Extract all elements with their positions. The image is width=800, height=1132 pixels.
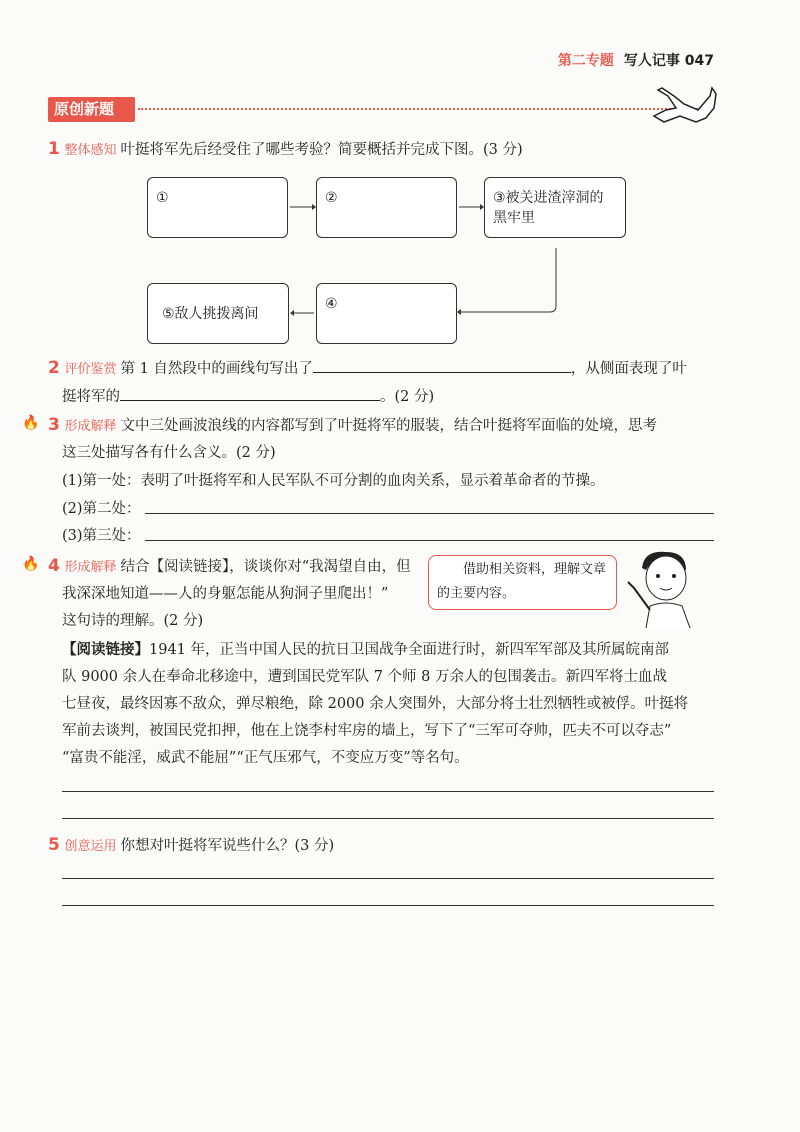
q-tag: 整体感知 [64, 143, 117, 158]
answer-line[interactable] [62, 791, 714, 792]
section-title: 第二专题 [557, 53, 614, 69]
answer-blank[interactable] [313, 359, 571, 373]
q-text: 这句诗的理解。(2 分) [62, 613, 204, 629]
answer-3-label: (3)第三处： [62, 528, 141, 544]
reading-link-text: “富贵不能淫，威武不能屈”“正气压邪气，不变应万变”等名句。 [62, 750, 469, 766]
q-number: 3 [48, 415, 60, 435]
boy-illustration-icon [620, 548, 716, 628]
answer-blank[interactable] [120, 387, 380, 401]
q-text: 你想对叶挺将军说些什么？(3 分) [120, 838, 335, 854]
q-number: 5 [48, 835, 60, 855]
tip-bubble [428, 555, 617, 610]
tip-text: 借助相关资料，理解文章的主要内容。 [437, 562, 607, 601]
flame-icon: 🔥 [22, 415, 40, 431]
q-tag: 创意运用 [64, 839, 117, 854]
reading-link-text: 1941 年，正当中国人民的抗日卫国战争全面进行时，新四军军部及其所属皖南部 [149, 642, 670, 658]
flow-box-5: ⑤敌人挑拨离间 [147, 283, 289, 344]
q-text: 第 1 自然段中的画线句写出了 [120, 361, 313, 377]
answer-1: (1)第一处：表明了叶挺将军和人民军队不可分割的血肉关系，显示着革命者的节操。 [62, 473, 605, 489]
answer-line[interactable] [62, 878, 714, 879]
reading-link-text: 军前去谈判，被国民党扣押，他在上饶李村牢房的墙上，写下了“三军可夺帅，匹夫不可以夺志” [62, 723, 672, 739]
flow-box-3: ③被关进渣滓洞的黑牢里 [484, 177, 626, 238]
answer-line[interactable] [145, 540, 714, 541]
question-2-cont [62, 385, 434, 406]
q-text: 文中三处画波浪线的内容都写到了叶挺将军的服装，结合叶挺将军面临的处境，思考 [120, 418, 657, 434]
q-text: 叶挺将军先后经受住了哪些考验？简要概括并完成下图。(3 分) [120, 142, 523, 158]
q-text: 结合【阅读链接】，谈谈你对“我渴望自由，但 [120, 559, 411, 575]
topic-title: 写人记事 [623, 53, 680, 69]
answer-line[interactable] [145, 513, 714, 514]
q-tag: 形成解释 [64, 419, 117, 434]
q-tag: 评价鉴赏 [64, 362, 117, 377]
q-tag: 形成解释 [64, 560, 117, 575]
flow-box-4[interactable]: ④ [316, 283, 457, 344]
q-text: 。(2 分) [380, 389, 435, 405]
question-3 [48, 414, 657, 435]
question-2 [48, 357, 687, 378]
q-text: ，从侧面表现了叶 [570, 361, 687, 377]
answer-line[interactable] [62, 818, 714, 819]
q-text: 我深深地知道——人的身躯怎能从狗洞子里爬出！” [62, 586, 389, 602]
answer-2-label: (2)第二处： [62, 501, 141, 517]
reading-link-label: 【阅读链接】 [62, 641, 149, 658]
answer-line[interactable] [62, 905, 714, 906]
reading-link-text: 七昼夜，最终因寡不敌众，弹尽粮绝，除 2000 余人突围外，大部分将士壮烈牺牲或被俘。叶挺将 [62, 696, 689, 712]
q-number: 1 [48, 139, 60, 159]
q-text: 挺将军的 [62, 389, 120, 405]
question-5 [48, 834, 334, 855]
flow-box-2[interactable]: ② [316, 177, 457, 238]
flow-arrows [0, 0, 800, 360]
q-number: 4 [48, 556, 60, 576]
q-text: 这三处描写各有什么含义。(2 分) [62, 445, 276, 461]
reading-link-line [62, 638, 669, 659]
flow-box-1[interactable]: ① [147, 177, 288, 238]
page-number: 047 [684, 53, 714, 69]
reading-link-text: 队 9000 余人在奉命北移途中，遭到国民党军队 7 个师 8 万余人的包围袭击。新四军将士血战 [62, 669, 668, 685]
q-number: 2 [48, 358, 60, 378]
original-questions-badge: 原创新题 [48, 97, 135, 122]
flame-icon: 🔥 [22, 556, 40, 572]
question-4 [48, 555, 411, 576]
